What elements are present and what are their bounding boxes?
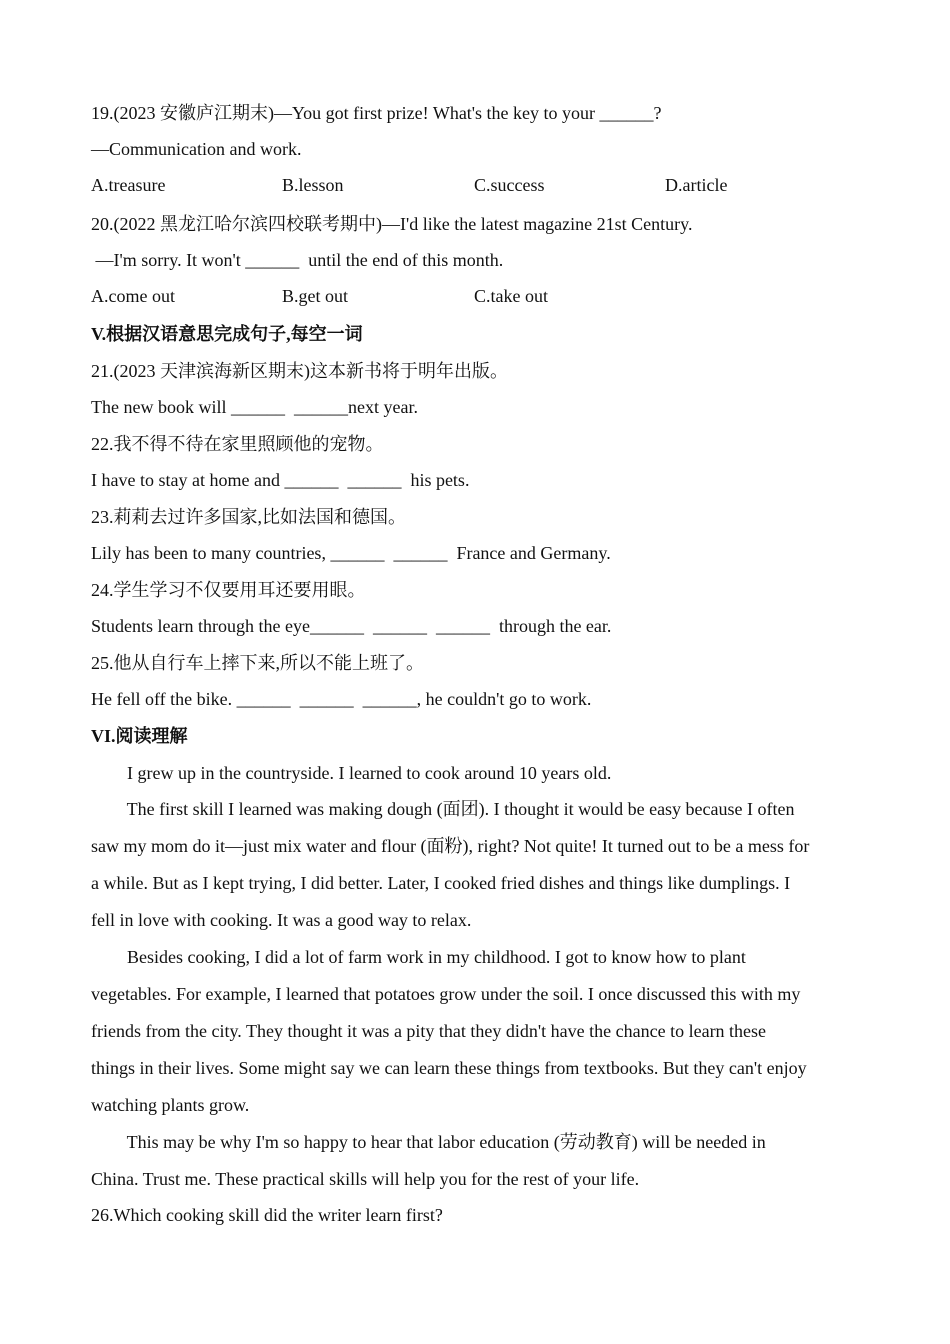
q22-english: I have to stay at home and ______ ______ his pets. <box>91 470 470 490</box>
reading-line: Besides cooking, I did a lot of farm work in my childhood. I got to know how to plant <box>91 947 746 967</box>
q21-chinese: 21.(2023 天津滨海新区期末)这本新书将于明年出版。 <box>91 361 508 381</box>
q20-stem: 20.(2022 黑龙江哈尔滨四校联考期中)—I'd like the latest magazine 21st Century. <box>91 214 693 234</box>
reading-line: vegetables. For example, I learned that potatoes grow under the soil. I once discussed this with my <box>91 984 801 1004</box>
q25-chinese: 25.他从自行车上摔下来,所以不能上班了。 <box>91 653 424 673</box>
q23-chinese: 23.莉莉去过许多国家,比如法国和德国。 <box>91 507 406 527</box>
reading-line: This may be why I'm so happy to hear that labor education (劳动教育) will be needed in <box>91 1132 766 1152</box>
q25-english: He fell off the bike. ______ ______ ______, he couldn't go to work. <box>91 689 592 709</box>
q20-option-a[interactable]: A.come out <box>91 286 175 306</box>
q20-dialogue-reply: —I'm sorry. It won't ______ until the end of this month. <box>91 250 504 270</box>
reading-line: saw my mom do it—just mix water and flour (面粉), right? Not quite! It turned out to be a mess for <box>91 836 810 856</box>
q19-option-a[interactable]: A.treasure <box>91 175 166 195</box>
q19-dialogue-reply: —Communication and work. <box>91 139 302 159</box>
q20-option-c[interactable]: C.take out <box>474 286 548 306</box>
q20-options <box>91 284 851 308</box>
q19-option-c[interactable]: C.success <box>474 175 545 195</box>
reading-line: a while. But as I kept trying, I did better. Later, I cooked fried dishes and things like dumplings. I <box>91 873 791 893</box>
q26-question: 26.Which cooking skill did the writer learn first? <box>91 1205 443 1225</box>
q21-english: The new book will ______ ______next year. <box>91 397 418 417</box>
reading-line: China. Trust me. These practical skills will help you for the rest of your life. <box>91 1169 640 1189</box>
q24-chinese: 24.学生学习不仅要用耳还要用眼。 <box>91 580 366 600</box>
q20-option-b[interactable]: B.get out <box>282 286 348 306</box>
reading-line: The first skill I learned was making dough (面团). I thought it would be easy because I often <box>91 799 795 819</box>
q22-chinese: 22.我不得不待在家里照顾他的宠物。 <box>91 434 384 454</box>
reading-line: friends from the city. They thought it was a pity that they didn't have the chance to learn these <box>91 1021 767 1041</box>
reading-line: fell in love with cooking. It was a good way to relax. <box>91 910 472 930</box>
reading-line: I grew up in the countryside. I learned to cook around 10 years old. <box>91 763 612 783</box>
q19-options <box>91 173 851 197</box>
reading-line: watching plants grow. <box>91 1095 250 1115</box>
section-5-heading: V.根据汉语意思完成句子,每空一词 <box>91 324 363 344</box>
q23-english: Lily has been to many countries, ______ ______ France and Germany. <box>91 543 611 563</box>
reading-line: things in their lives. Some might say we can learn these things from textbooks. But they can't enjoy <box>91 1058 807 1078</box>
q24-english: Students learn through the eye______ ______ ______ through the ear. <box>91 616 612 636</box>
section-6-heading: VI.阅读理解 <box>91 726 188 746</box>
q19-option-b[interactable]: B.lesson <box>282 175 344 195</box>
q19-stem: 19.(2023 安徽庐江期末)—You got first prize! What's the key to your ______? <box>91 103 662 123</box>
q19-option-d[interactable]: D.article <box>665 175 728 195</box>
